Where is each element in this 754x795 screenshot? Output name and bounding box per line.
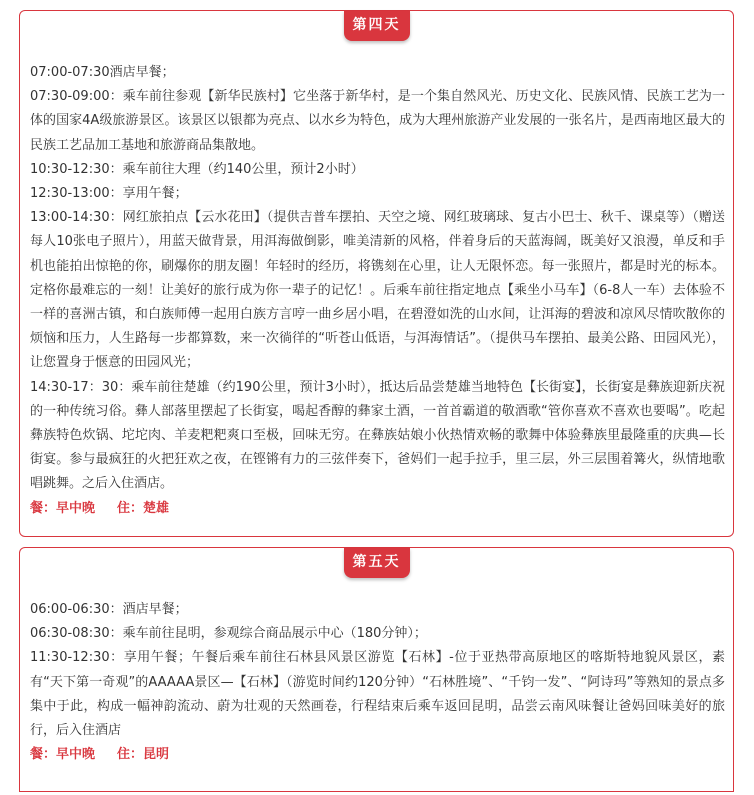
itinerary-day-4 [30,61,725,521]
itinerary-line: 07:00-07:30酒店早餐； [30,65,175,80]
day-badge-4: 第四天 [344,11,410,41]
meal-label: 餐：早中晚 [30,500,96,516]
itinerary-line: 13:00-14:30：网红旅拍点【云水花田】（提供吉普车摆拍、天空之境、网红玻璃球、复古小巴士、秋千、课桌等）（赠送每人10张电子照片），用蓝天做背景，用洱海做倒影，唯美清新的风格，伴着身后的天蓝海阔，既美好又浪漫，单反和手机也能拍出惊艳的你，刷爆你的朋友圈！年轻时的经历，将镌刻在心里，让人无限怀恋。每一张照片，都是时光的标本。定格你最难忘的一刻！让美好的旅行成为你一辈子的记忆！。后乘车前往指定地点【乘坐小马车】（6-8人一车）去体验不一样的喜洲古镇，和白族师傅一起用白族方言哼一曲乡居小唱，在碧澄如洗的山水间，让洱海的碧波和凉风尽情吹散你的烦恼和压力，人生路每一步都算数，来一次徜徉的“听苍山低语，与洱海情话”。（提供马车摆拍、最美公路、田园风光），让您置身于惬意的田园风光； [30,210,725,371]
itinerary-day-5 [30,598,725,767]
itinerary-line: 06:00-06:30：酒店早餐； [30,602,188,617]
stay-label: 住：楚雄 [117,500,170,516]
meal-label: 餐：早中晚 [30,747,96,763]
itinerary-line: 14:30-17：30：乘车前往楚雄（约190公里，预计3小时），抵达后品尝楚雄当地特色【长街宴】，长街宴是彝族迎新庆祝的一种传统习俗。彝人部落里摆起了长街宴，喝起香醇的彝家土酒，一首首霸道的敬酒歌“管你喜欢不喜欢也要喝”。吃起彝族特色炊锅、坨坨肉、羊麦粑粑爽口至极，回味无穷。在彝族姑娘小伙热情欢畅的歌舞中体验彝族里最隆重的庆典—长街宴。参与最疯狂的火把狂欢之夜，在铿锵有力的三弦伴奏下，爸妈们一起手拉手，里三层，外三层围着篝火，纵情地歌唱跳舞。之后入住酒店。 [30,379,725,492]
day-card-5 [19,547,734,792]
day-badge-5: 第五天 [344,548,410,578]
meal-stay-row [30,743,725,767]
itinerary-line: 10:30-12:30：乘车前往大理（约140公里，预计2小时） [30,161,364,177]
stay-label: 住：昆明 [117,747,170,763]
day-card-4 [19,10,734,537]
itinerary-line: 12:30-13:00：享用午餐； [30,186,188,202]
itinerary-line: 11:30-12:30：享用午餐；午餐后乘车前往石林县风景区游览【石林】-位于亚热带高原地区的喀斯特地貌风景区，素有“天下第一奇观”的AAAAA景区—【石林】（游览时间约120分钟）“石林胜境”、“千钧一发”、“阿诗玛”等熟知的景点多集中于此，构成一幅神韵流动、蔚为壮观的天然画卷，行程结束后乘车返回昆明，品尝云南风味餐让爸妈回味美好的旅行，后入住酒店 [30,650,725,739]
itinerary-line: 07:30-09:00：乘车前往参观【新华民族村】它坐落于新华村，是一个集自然风光、历史文化、民族风情、民族工艺为一体的国家4A级旅游景区。该景区以银都为亮点、以水乡为特色，成为大理州旅游产业发展的一张名片，是西南地区最大的民族工艺品加工基地和旅游商品集散地。 [30,89,725,153]
itinerary-line: 06:30-08:30：乘车前往昆明，参观综合商品展示中心（180分钟）； [30,626,427,642]
meal-stay-row [30,497,725,521]
